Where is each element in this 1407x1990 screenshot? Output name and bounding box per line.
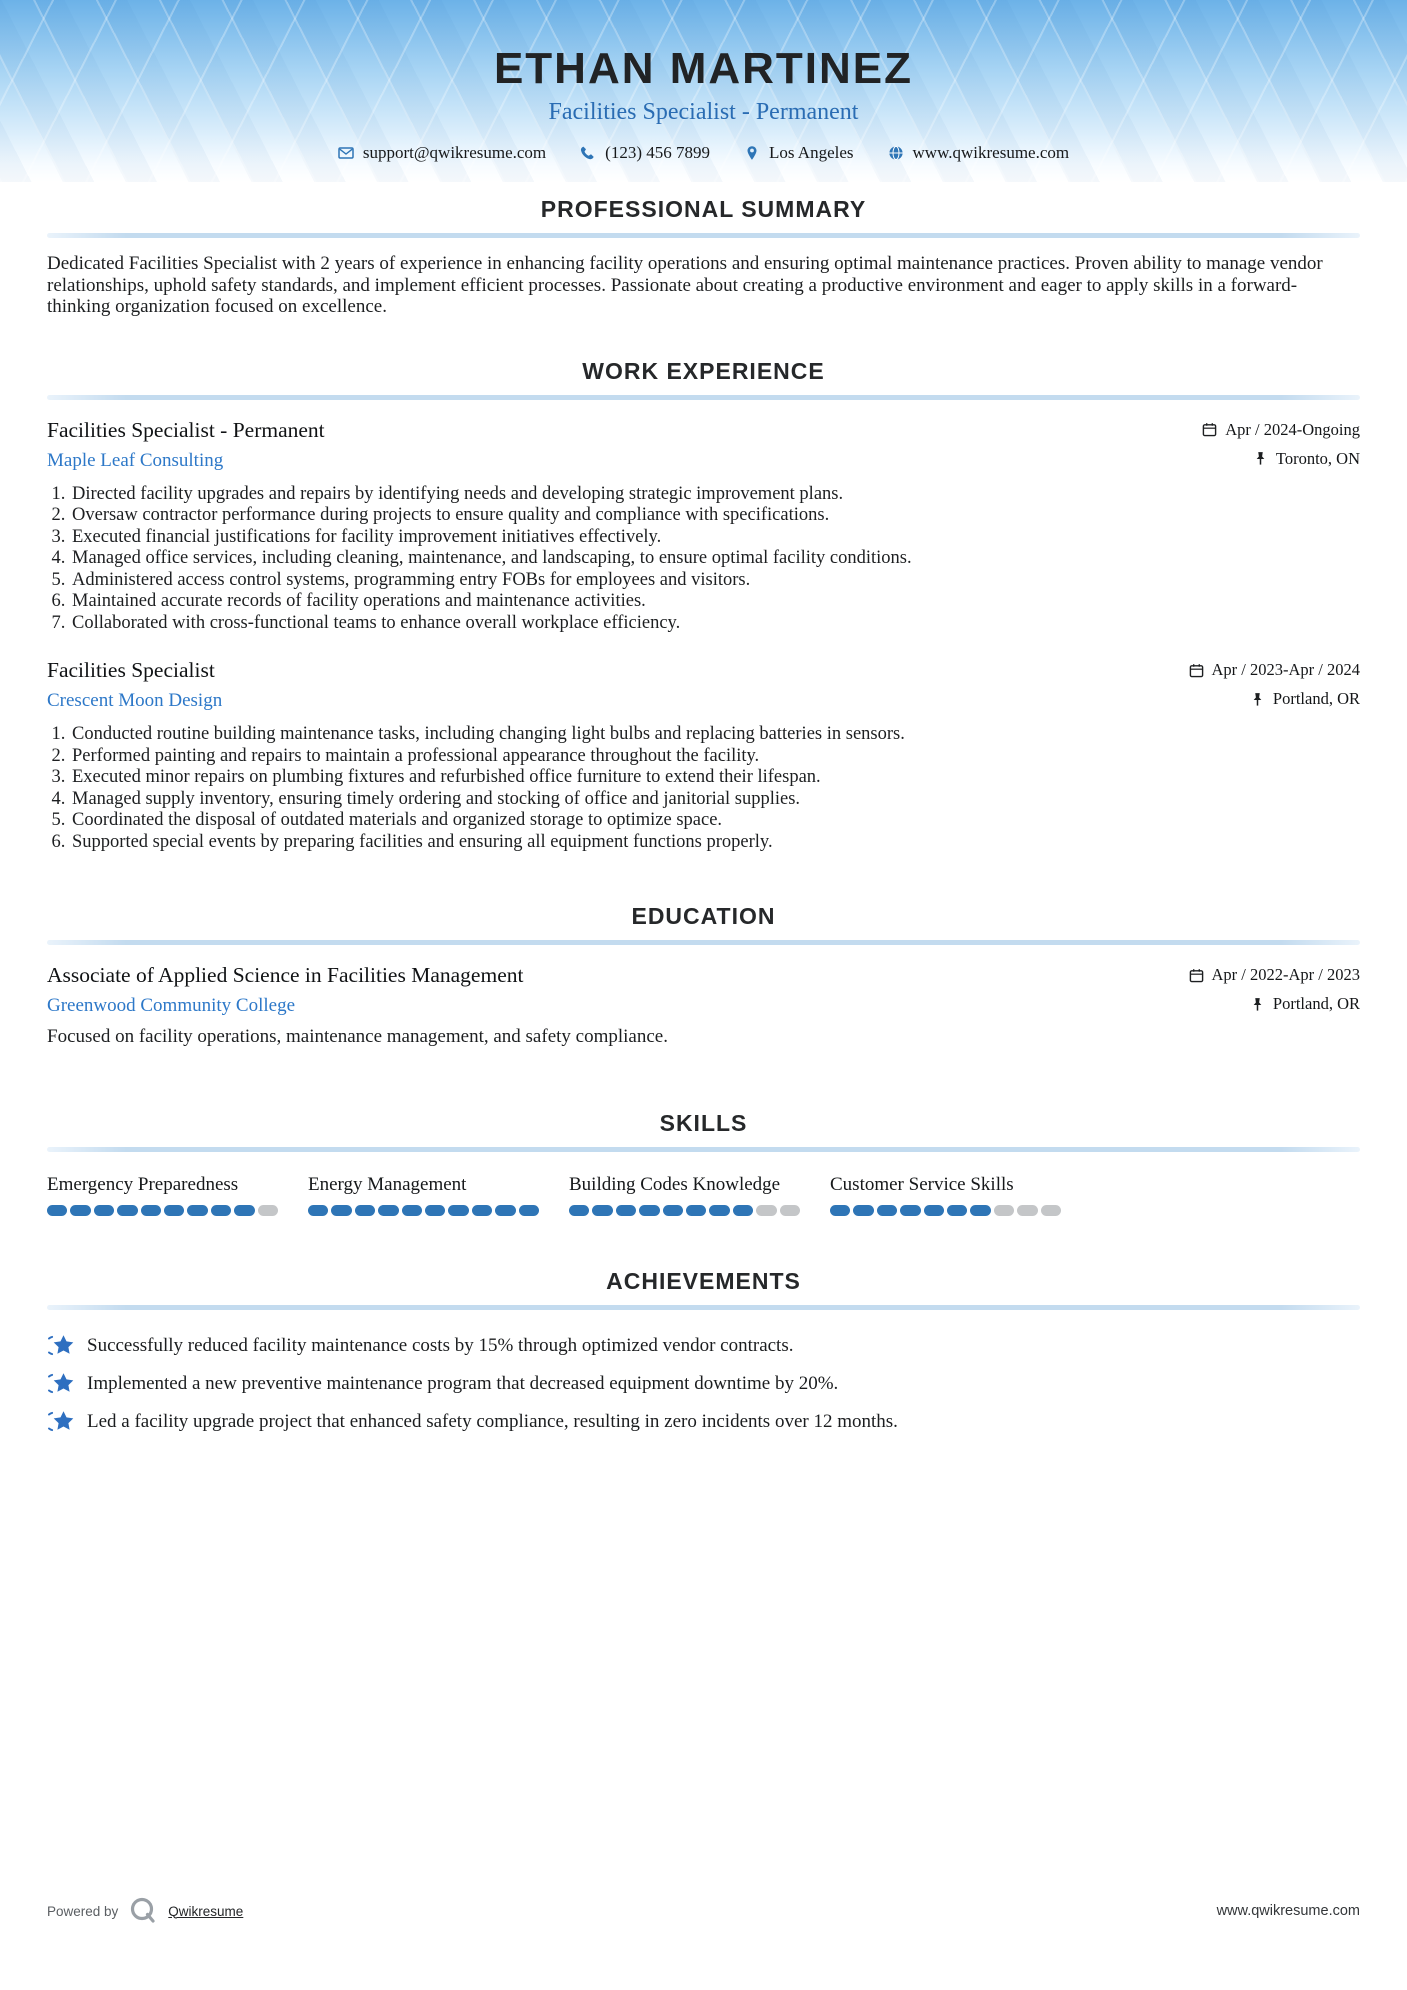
skill-dash	[924, 1205, 944, 1216]
job-head-left	[47, 658, 222, 712]
job-bullet: 4. Managed office services, including cleaning, maintenance, and landscaping, to ensure optimal facility conditions.	[70, 548, 1360, 570]
education-entry	[47, 963, 1360, 1048]
skill-item	[569, 1174, 800, 1216]
education-description: Focused on facility operations, maintenance management, and safety compliance.	[47, 1026, 668, 1047]
skill-item	[47, 1174, 278, 1216]
skill-dash	[709, 1205, 729, 1216]
qwikresume-logo-icon	[128, 1896, 158, 1926]
education-meta	[1189, 963, 1360, 1014]
skill-dash	[308, 1205, 328, 1216]
skill-level-bar	[47, 1205, 278, 1216]
education-dates-row	[1189, 965, 1360, 985]
skill-dash	[425, 1205, 445, 1216]
job-duties-list	[47, 484, 1360, 635]
skill-dash	[234, 1205, 254, 1216]
skill-item	[308, 1174, 539, 1216]
job-title: Facilities Specialist - Permanent	[47, 417, 325, 442]
education-head-left	[47, 963, 523, 1017]
skill-dash	[378, 1205, 398, 1216]
skill-dash	[970, 1205, 990, 1216]
contact-location	[744, 143, 854, 163]
email-icon	[338, 145, 354, 161]
job-meta	[1202, 418, 1360, 469]
skill-name: Customer Service Skills	[830, 1174, 1014, 1195]
skill-dash	[519, 1205, 539, 1216]
skill-dash	[141, 1205, 161, 1216]
job-bullet: 3. Executed minor repairs on plumbing fixtures and refurbished office furniture to extend their lifespan.	[70, 767, 1360, 789]
footer-site-url: www.qwikresume.com	[1216, 1903, 1360, 1919]
skill-dash	[900, 1205, 920, 1216]
job-location-row	[1189, 689, 1360, 709]
job-bullet: 5. Administered access control systems, programming entry FOBs for employees and visitors.	[70, 570, 1360, 592]
job-bullet: 2. Performed painting and repairs to maintain a professional appearance throughout the facility.	[70, 746, 1360, 768]
job-entry	[47, 418, 1360, 635]
skill-dash	[639, 1205, 659, 1216]
candidate-title: Facilities Specialist - Permanent	[548, 99, 859, 125]
skill-dash	[780, 1205, 800, 1216]
education-location: Portland, OR	[1272, 994, 1360, 1013]
skill-name: Emergency Preparedness	[47, 1174, 239, 1195]
job-company: Maple Leaf Consulting	[47, 449, 224, 471]
calendar-icon	[1202, 422, 1217, 437]
achievements-list	[47, 1332, 1360, 1435]
job-bullet: 4. Managed supply inventory, ensuring timely ordering and stocking of office and janitorial supplies.	[70, 789, 1360, 811]
skill-dash	[569, 1205, 589, 1216]
achievements-heading: ACHIEVEMENTS	[606, 1268, 801, 1294]
skill-dash	[495, 1205, 515, 1216]
achievement-text: Led a facility upgrade project that enhanced safety compliance, resulting in zero incidents over 12 months.	[87, 1410, 898, 1432]
skill-level-bar	[569, 1205, 800, 1216]
job-head	[47, 658, 1360, 712]
education-divider	[47, 940, 1360, 945]
job-company: Crescent Moon Design	[47, 690, 223, 711]
skill-dash	[686, 1205, 706, 1216]
job-bullet: 6. Supported special events by preparing facilities and ensuring all equipment functions properly.	[70, 832, 1360, 854]
skill-dash	[830, 1205, 850, 1216]
job-bullet: 7. Collaborated with cross-functional teams to enhance overall workplace efficiency.	[70, 613, 1360, 635]
powered-by-label: Powered by	[47, 1903, 119, 1919]
job-title: Facilities Specialist	[47, 658, 215, 682]
candidate-name: ETHAN MARTINEZ	[493, 44, 914, 93]
summary-text: Dedicated Facilities Specialist with 2 years of experience in enhancing facility operations and ensuring optimal maintenance practices. Proven ability to manage vendor relationships, uphold safety standards, and implement efficient processes. Passionate about creating a productive environment and eager to apply skills in a forward-thinking organization focused on excellence.	[47, 253, 1323, 317]
skill-dash	[402, 1205, 422, 1216]
skill-dash	[187, 1205, 207, 1216]
resume-header	[0, 0, 1407, 182]
job-dates-row	[1202, 420, 1360, 440]
contact-phone-text: (123) 456 7899	[605, 143, 710, 162]
education-heading: EDUCATION	[631, 903, 776, 929]
skill-dash	[94, 1205, 114, 1216]
calendar-icon	[1189, 663, 1204, 678]
education-head	[47, 963, 1360, 1017]
skill-dash	[756, 1205, 776, 1216]
contact-phone[interactable]	[580, 143, 710, 163]
achievement-item	[47, 1332, 1360, 1359]
contact-location-text: Los Angeles	[768, 143, 854, 162]
job-duties-list	[47, 724, 1360, 853]
skill-dash	[70, 1205, 90, 1216]
phone-icon	[580, 145, 596, 161]
job-meta	[1189, 658, 1360, 709]
achievement-text: Successfully reduced facility maintenance costs by 15% through optimized vendor contracts.	[87, 1334, 794, 1356]
education-school: Greenwood Community College	[47, 995, 296, 1016]
qwikresume-link[interactable]: Qwikresume	[168, 1903, 244, 1919]
education-degree: Associate of Applied Science in Facilities Management	[47, 963, 524, 987]
contact-email-text: support@qwikresume.com	[362, 143, 547, 162]
skill-dash	[663, 1205, 683, 1216]
pushpin-icon	[1250, 692, 1265, 707]
achievement-item	[47, 1370, 1360, 1397]
contact-row	[0, 143, 1407, 163]
resume-body	[0, 196, 1407, 1435]
job-bullet: 5. Coordinated the disposal of outdated materials and organized storage to optimize space.	[70, 810, 1360, 832]
skill-dash	[616, 1205, 636, 1216]
contact-website[interactable]	[888, 143, 1070, 163]
calendar-icon	[1189, 968, 1204, 983]
skill-name: Building Codes Knowledge	[569, 1174, 781, 1195]
skills-grid	[47, 1174, 1360, 1216]
job-bullet: 1. Directed facility upgrades and repairs by identifying needs and developing strategic improvement plans.	[70, 484, 1360, 506]
skill-dash	[877, 1205, 897, 1216]
location-pin-icon	[744, 145, 760, 161]
education-location-row	[1189, 994, 1360, 1014]
star-badge-icon	[47, 1332, 74, 1359]
job-head	[47, 418, 1360, 472]
star-badge-icon	[47, 1408, 74, 1435]
skill-dash	[211, 1205, 231, 1216]
skill-dash	[117, 1205, 137, 1216]
skills-heading: SKILLS	[659, 1110, 748, 1136]
globe-icon	[888, 145, 904, 161]
star-badge-icon	[47, 1370, 74, 1397]
page-footer	[47, 1896, 1360, 1926]
skill-dash	[47, 1205, 67, 1216]
job-bullet: 3. Executed financial justifications for facility improvement initiatives effectively.	[70, 527, 1360, 549]
skill-dash	[733, 1205, 753, 1216]
job-head-left	[47, 418, 325, 472]
skill-dash	[1017, 1205, 1037, 1216]
skill-dash	[331, 1205, 351, 1216]
skill-level-bar	[308, 1205, 539, 1216]
achievements-divider	[47, 1305, 1360, 1310]
job-dates: Apr / 2023-Apr / 2024	[1211, 660, 1360, 679]
summary-divider	[47, 233, 1360, 238]
skill-dash	[947, 1205, 967, 1216]
skill-dash	[472, 1205, 492, 1216]
job-entry	[47, 658, 1360, 853]
summary-heading: PROFESSIONAL SUMMARY	[540, 196, 867, 222]
skill-dash	[164, 1205, 184, 1216]
skill-dash	[994, 1205, 1014, 1216]
job-location-row	[1202, 449, 1360, 469]
job-dates-row	[1189, 660, 1360, 680]
work-heading: WORK EXPERIENCE	[582, 357, 825, 384]
education-dates: Apr / 2022-Apr / 2023	[1211, 965, 1360, 984]
achievement-text: Implemented a new preventive maintenance program that decreased equipment downtime by 20%.	[87, 1372, 839, 1394]
skill-dash	[258, 1205, 278, 1216]
footer-branding	[47, 1896, 243, 1926]
pushpin-icon	[1250, 997, 1265, 1012]
work-divider	[47, 395, 1360, 400]
job-location: Toronto, ON	[1275, 448, 1360, 468]
contact-email[interactable]	[338, 143, 546, 163]
job-bullet: 2. Oversaw contractor performance during projects to ensure quality and compliance with specifications.	[70, 505, 1360, 527]
skill-dash	[355, 1205, 375, 1216]
skill-dash	[448, 1205, 468, 1216]
pushpin-icon	[1253, 451, 1268, 466]
skill-item	[830, 1174, 1061, 1216]
skill-name: Energy Management	[308, 1174, 467, 1195]
skill-dash	[853, 1205, 873, 1216]
skills-divider	[47, 1147, 1360, 1152]
skill-dash	[1041, 1205, 1061, 1216]
skill-level-bar	[830, 1205, 1061, 1216]
contact-website-text: www.qwikresume.com	[912, 143, 1070, 162]
job-dates: Apr / 2024-Ongoing	[1225, 419, 1360, 439]
job-bullet: 6. Maintained accurate records of facility operations and maintenance activities.	[70, 591, 1360, 613]
job-bullet: 1. Conducted routine building maintenance tasks, including changing light bulbs and replacing batteries in sensors.	[70, 724, 1360, 746]
skill-dash	[592, 1205, 612, 1216]
job-location: Portland, OR	[1272, 689, 1360, 708]
achievement-item	[47, 1408, 1360, 1435]
